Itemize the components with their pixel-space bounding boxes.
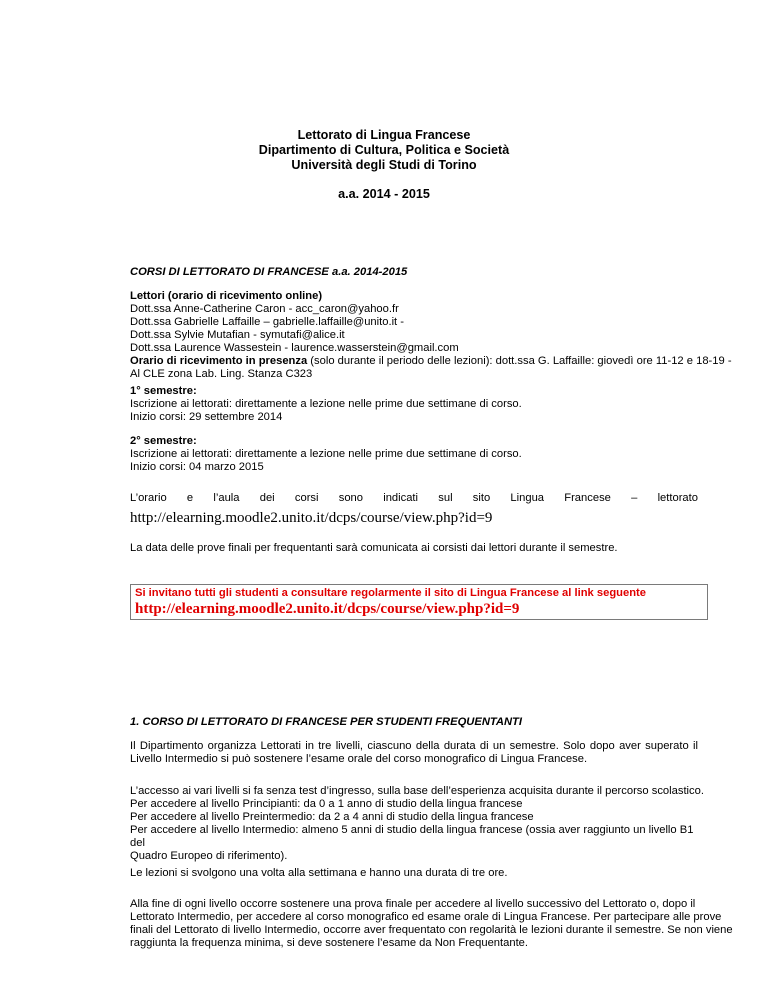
fine-line: finali del Lettorato di livello Intermedio, occorre aver frequentato con regolarità le lezioni durante il semestre. Se non viene [130, 924, 733, 936]
document-header [0, 128, 768, 202]
header-university: Università degli Studi di Torino [291, 158, 477, 172]
lettori-block [130, 290, 732, 381]
corso1-para1: Il Dipartimento organizza Lettorati in tre livelli, ciascuno della durata di un semestre. Solo dopo aver superato il Livello Intermedio si può sostenere l’esame orale del corso monografico di Lingua Francese. [130, 740, 698, 765]
word: – [631, 492, 638, 504]
orario-text: (solo durante il periodo delle lezioni): dott.ssa G. Laffaille: giovedì ore 11-12 e 18-19 - [307, 355, 732, 367]
semestre1-iscrizione: Iscrizione ai lettorati: direttamente a lezione nelle prime due settimane di corso. [130, 398, 522, 410]
notice-link[interactable]: http://elearning.moodle2.unito.it/dcps/course/view.php?id=9 [135, 601, 520, 617]
semestre1-heading: 1° semestre: [130, 385, 197, 397]
semestre2-inizio: Inizio corsi: 04 marzo 2015 [130, 461, 264, 473]
word: e [186, 492, 194, 504]
orario-ricevimento [130, 355, 732, 368]
semestre2-block [130, 435, 696, 474]
notice-box [130, 584, 708, 620]
word: Lingua [510, 492, 545, 504]
fine-line: Alla fine di ogni livello occorre sostenere una prova finale per accedere al livello successivo del Lettorato o, dopo il [130, 898, 696, 910]
word: corsi [294, 492, 319, 504]
word: lettorato [657, 492, 698, 504]
header-academic-year: a.a. 2014 - 2015 [338, 187, 430, 201]
lettore-item: Dott.ssa Laurence Wassestein - laurence.wasserstein@gmail.com [130, 342, 459, 354]
orario-location: Al CLE zona Lab. Ling. Stanza C323 [130, 368, 313, 380]
word: sono [338, 492, 363, 504]
lezioni-text: Le lezioni si svolgono una volta alla settimana e hanno una durata di tre ore. [130, 867, 508, 879]
word: L’orario [130, 492, 167, 504]
accesso-line: Per accedere al livello Intermedio: almeno 5 anni di studio della lingua francese (ossia aver raggiunto un livello B1 del [130, 824, 694, 849]
word: indicati [383, 492, 419, 504]
header-title: Lettorato di Lingua Francese [297, 128, 471, 142]
fine-livello-block [130, 898, 733, 950]
fine-line: Lettorato Intermedio, per accedere al corso monografico ed esame orale di Lingua Francese. Per partecipare alle prove [130, 911, 722, 923]
word: dei [259, 492, 275, 504]
semestre2-heading: 2° semestre: [130, 435, 197, 447]
semestre1-inizio: Inizio corsi: 29 settembre 2014 [130, 411, 283, 423]
moodle-link[interactable]: http://elearning.moodle2.unito.it/dcps/course/view.php?id=9 [130, 510, 493, 526]
lettore-item: Dott.ssa Gabrielle Laffaille – gabrielle.laffaille@unito.it - [130, 316, 404, 328]
corso1-title: 1. CORSO DI LETTORATO DI FRANCESE PER STUDENTI FREQUENTANTI [130, 716, 522, 728]
accesso-line: L’accesso ai vari livelli si fa senza test d’ingresso, sulla base dell’esperienza acquisita durante il percorso scolastico. [130, 785, 704, 797]
word: sito [472, 492, 491, 504]
fine-line: raggiunta la frequenza minima, si deve sostenere l’esame da Non Frequentante. [130, 937, 529, 949]
word: sul [438, 492, 453, 504]
prove-finali-text: La data delle prove finali per frequentanti sarà comunicata ai corsisti dai lettori durante il semestre. [130, 542, 618, 554]
lettore-item: Dott.ssa Sylvie Mutafian - symutafi@alice.it [130, 329, 345, 341]
word: Francese [564, 492, 611, 504]
orario-sito-block [130, 492, 698, 527]
lettore-item: Dott.ssa Anne-Catherine Caron - acc_caron@yahoo.fr [130, 303, 399, 315]
section-title: CORSI DI LETTORATO DI FRANCESE a.a. 2014-2015 [130, 266, 408, 278]
word: l’aula [213, 492, 240, 504]
header-department: Dipartimento di Cultura, Politica e Società [258, 143, 510, 157]
semestre1-block [130, 385, 696, 424]
accesso-block [130, 785, 710, 863]
accesso-line: Per accedere al livello Preintermedio: da 2 a 4 anni di studio della lingua francese [130, 811, 534, 823]
accesso-line: Per accedere al livello Principianti: da 0 a 1 anno di studio della lingua francese [130, 798, 523, 810]
orario-sito-line [130, 492, 698, 505]
semestre2-iscrizione: Iscrizione ai lettorati: direttamente a lezione nelle prime due settimane di corso. [130, 448, 522, 460]
lettori-heading: Lettori (orario di ricevimento online) [130, 290, 323, 302]
notice-text: Si invitano tutti gli studenti a consultare regolarmente il sito di Lingua Francese al link seguente [135, 587, 646, 599]
accesso-line: Quadro Europeo di riferimento). [130, 850, 288, 862]
orario-label: Orario di ricevimento in presenza [130, 355, 308, 367]
